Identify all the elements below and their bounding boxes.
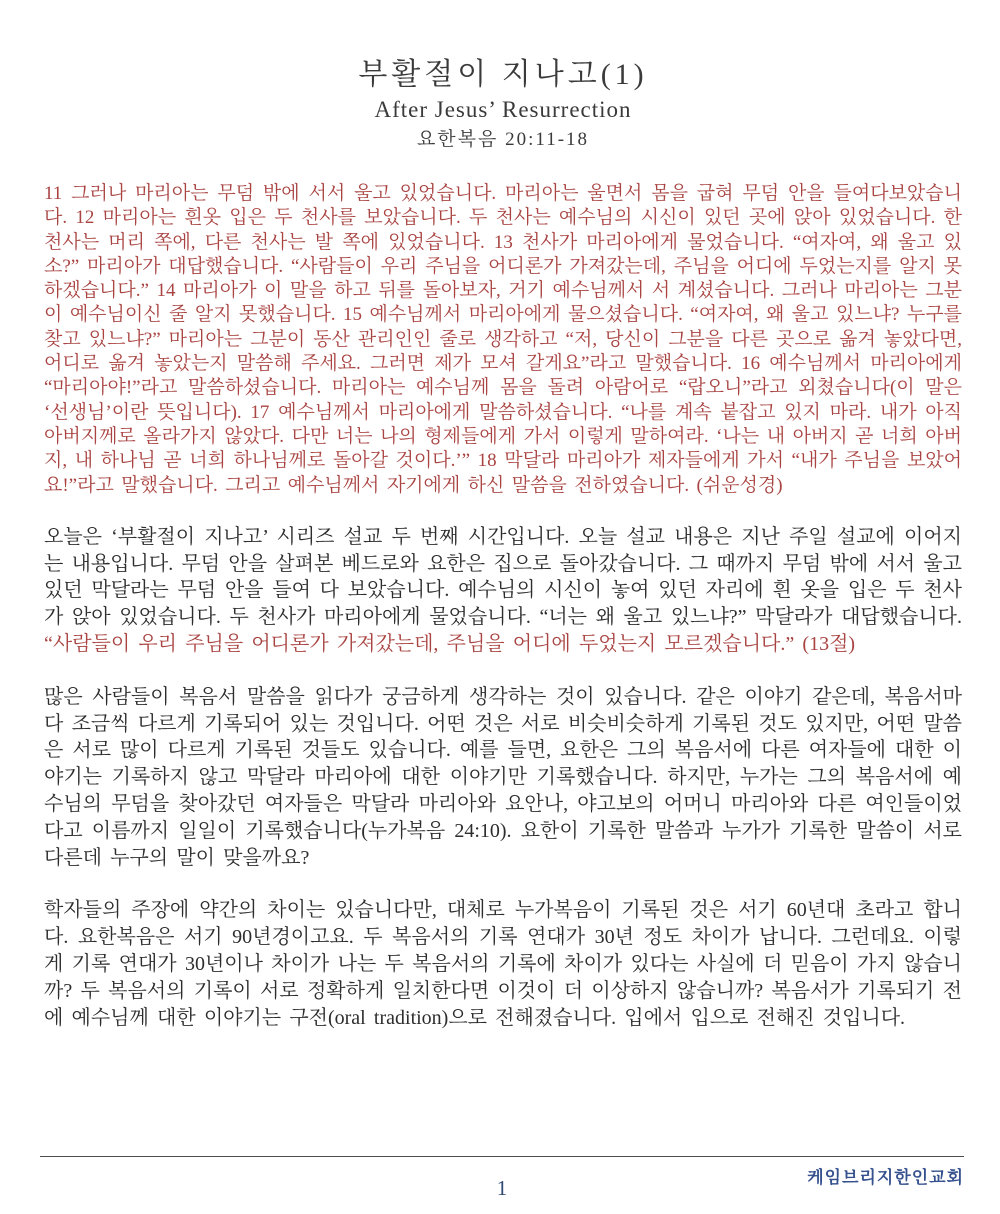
paragraph-1-quote-red: “사람들이 우리 주님을 어디론가 가져갔는데, 주님을 어디에 두었는지 모르겠습니다.” (13절) — [44, 633, 856, 656]
body-paragraph-1 — [44, 524, 962, 658]
document-header — [44, 56, 962, 154]
body-paragraph-2: 많은 사람들이 복음서 말씀을 읽다가 궁금하게 생각하는 것이 있습니다. 같은 이야기 같은데, 복음서마다 조금씩 다르게 기록되어 있는 것입니다. 어떤 것은 서로 비슷비슷하게 기록된 것도 있지만, 어떤 말씀은 서로 많이 다르게 기록된 것들도 있습니다. 예를 들면, 요한은 그의 복음서에 다른 여자들에 대한 이야기는 기록하지 않고 막달라 마리아에 대한 이야기만 기록했습니다. 하지만, 누가는 그의 복음서에 예수님의 무덤을 찾아갔던 여자들은 막달라 마리아와 요안나, 야고보의 어머니 마리아와 다른 여인들이었다고 이름까지 일일이 기록했습니다(누가복음 24:10). 요한이 기록한 말씀과 누가가 기록한 말씀이 서로 다른데 누구의 말이 맞을까요? — [44, 685, 962, 869]
paragraph-1-text: 오늘은 ‘부활절이 지나고’ 시리즈 설교 두 번째 시간입니다. 오늘 설교 내용은 지난 주일 설교에 이어지는 내용입니다. 무덤 안을 살펴본 베드로와 요한은 집으로 돌아갔습니다. 그 때까지 무덤 밖에 서서 울고 있던 막달라는 무덤 안을 들여 다 보았습니다. 예수님의 시신이 놓여 있던 자리에 흰 옷을 입은 두 천사가 앉아 있었습니다. 두 천사가 마리아에게 물었습니다. “너는 왜 울고 있느냐?” 막달라가 대답했습니다. — [44, 525, 962, 629]
page-footer — [40, 1156, 964, 1200]
church-name: 케임브리지한인교회 — [807, 1168, 964, 1187]
scripture-reference: 요한복음 20:11-18 — [416, 129, 590, 150]
sermon-subtitle-english: After Jesus’ Resurrection — [374, 97, 632, 122]
scripture-passage: 11 그러나 마리아는 무덤 밖에 서서 울고 있었습니다. 마리아는 울면서 몸을 굽혀 무덤 안을 들여다보았습니다. 12 마리아는 흰옷 입은 두 천사를 보았습니다. 두 천사는 예수님의 시신이 있던 곳에 앉아 있었습니다. 한 천사는 머리 쪽에, 다른 천사는 발 쪽에 있었습니다. 13 천사가 마리아에게 물었습니다. “여자여, 왜 울고 있소?” 마리아가 대답했습니다. “사람들이 우리 주님을 어디론가 가져갔는데, 주님을 어디에 두었는지를 알지 못하겠습니다.” 14 마리아가 이 말을 하고 뒤를 돌아보자, 거기 예수님께서 서 계셨습니다. 그러나 마리아는 그분이 예수님이신 줄 알지 못했습니다. 15 예수님께서 마리아에게 물으셨습니다. “여자여, 왜 울고 있느냐? 누구를 찾고 있느냐?” 마리아는 그분이 동산 관리인인 줄로 생각하고 “저, 당신이 그분을 다른 곳으로 옮겨 놓았다면, 어디로 옮겨 놓았는지 말씀해 주세요. 그러면 제가 모셔 갈게요”라고 말했습니다. 16 예수님께서 마리아에게 “마리아야!”라고 말씀하셨습니다. 마리아는 예수님께 몸을 돌려 아람어로 “랍오니”라고 외쳤습니다(이 말은 ‘선생님’이란 뜻입니다). 17 예수님께서 마리아에게 말씀하셨습니다. “나를 계속 붙잡고 있지 마라. 내가 아직 아버지께로 올라가지 않았다. 다만 너는 나의 형제들에게 가서 이렇게 말하여라. ‘나는 내 아버지 곧 너희 아버지, 내 하나님 곧 너희 하나님께로 돌아갈 것이다.’” 18 막달라 마리아가 제자들에게 가서 “내가 주님을 보았어요!”라고 말했습니다. 그리고 예수님께서 자기에게 하신 말씀을 전하였습니다. (쉬운성경) — [44, 183, 962, 496]
footer-divider — [40, 1156, 964, 1157]
page-number: 1 — [496, 1176, 508, 1200]
sermon-title: 부활절이 지나고(1) — [358, 58, 648, 91]
body-paragraph-3: 학자들의 주장에 약간의 차이는 있습니다만, 대체로 누가복음이 기록된 것은 서기 60년대 초라고 합니다. 요한복음은 서기 90년경이고요. 두 복음서의 기록 연대가 30년 정도 차이가 납니다. 그런데요. 이렇게 기록 연대가 30년이나 차이가 나는 두 복음서의 기록에 차이가 있다는 사실에 더 믿음이 가지 않습니까? 두 복음서의 기록이 서로 정확하게 일치한다면 이것이 더 이상하지 않습니까? 복음서가 기록되기 전에 예수님께 대한 이야기는 구전(oral tradition)으로 전해졌습니다. 입에서 입으로 전해진 것입니다. — [44, 899, 962, 1029]
